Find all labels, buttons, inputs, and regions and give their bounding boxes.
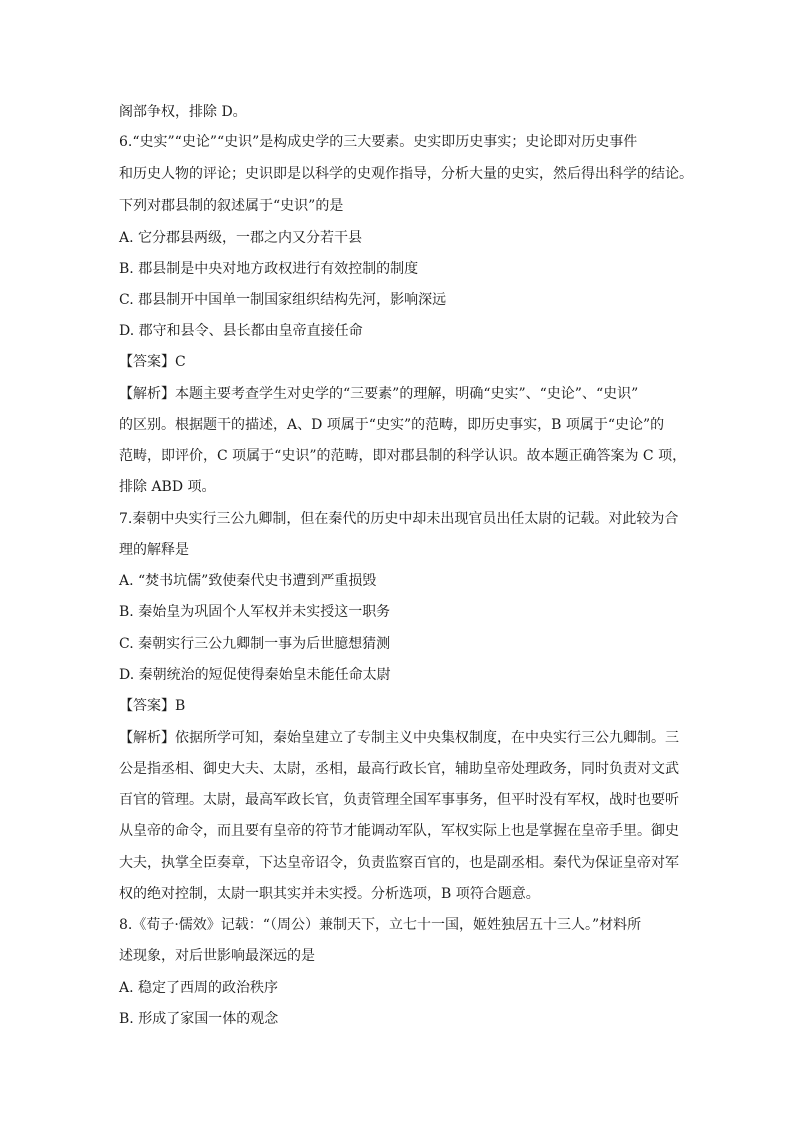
- question-8-stem-line-2: 述现象，对后世影响最深远的是: [119, 948, 315, 964]
- question-7-analysis-line-2: 公是指丞相、御史大夫、太尉，丞相，最高行政长官，辅助皇帝处理政务，同时负责对文武: [119, 761, 679, 777]
- question-6-stem-line-3: 下列对郡县制的叙述属于“史识”的是: [119, 198, 344, 214]
- question-7-option-b: B. 秦始皇为巩固个人军权并未实授这一职务: [119, 604, 391, 620]
- question-6-stem-line-1: 6.“史实”“史论”“史识”是构成史学的三大要素。史实即历史事实；史论即对历史事件: [119, 134, 638, 150]
- question-6-stem-line-2: 和历史人物的评论；史识即是以科学的史观作指导，分析大量的史实，然后得出科学的结论。: [119, 166, 693, 182]
- question-7-analysis-line-5: 大夫，执掌全臣奏章，下达皇帝诏令，负责监察百官的，也是副丞相。秦代为保证皇帝对军: [119, 855, 679, 871]
- question-7-option-c: C. 秦朝实行三公九卿制一事为后世臆想猜测: [119, 636, 391, 652]
- question-6-analysis-line-2: 的区别。根据题干的描述，A、D 项属于“史实”的范畴，即历史事实，B 项属于“史论”的: [119, 417, 665, 433]
- question-6-analysis-line-3: 范畴，即评价，C 项属于“史识”的范畴，即对郡县制的科学认识。故本题正确答案为 C 项，: [119, 448, 687, 464]
- question-6-option-b: B. 郡县制是中央对地方政权进行有效控制的制度: [119, 261, 419, 277]
- question-7-analysis-line-4: 从皇帝的命令，而且要有皇帝的符节才能调动军队，军权实际上也是掌握在皇帝手里。御史: [119, 823, 679, 839]
- question-8-option-b: B. 形成了家国一体的观念: [119, 1011, 279, 1027]
- question-6-option-a: A. 它分郡县两级，一郡之内又分若干县: [119, 230, 363, 246]
- question-8-option-a: A. 稳定了西周的政治秩序: [119, 980, 279, 996]
- question-6-analysis-line-1: 【解析】本题主要考查学生对史学的“三要素”的理解，明确“史实”、“史论”、“史识”: [119, 386, 639, 402]
- question-6-option-d: D. 郡守和县令、县长都由皇帝直接任命: [119, 323, 363, 339]
- text-line-continuation: 阁部争权，排除 D。: [119, 104, 247, 120]
- question-7-option-a: A. “焚书坑儒”致使秦代史书遭到严重损毁: [119, 573, 377, 589]
- question-7-stem-line-1: 7.秦朝中央实行三公九卿制，但在秦代的历史中却未出现官员出任太尉的记载。对此较为合: [119, 511, 679, 527]
- question-6-answer: 【答案】C: [119, 354, 186, 370]
- question-6-analysis-line-4: 排除 ABD 项。: [119, 479, 216, 495]
- question-7-stem-line-2: 理的解释是: [119, 542, 189, 558]
- question-7-option-d: D. 秦朝统治的短促使得秦始皇未能任命太尉: [119, 667, 391, 683]
- question-7-analysis-line-3: 百官的管理。太尉，最高军政长官，负责管理全国军事事务，但平时没有军权，战时也要听: [119, 792, 679, 808]
- question-7-answer: 【答案】B: [119, 698, 186, 714]
- question-8-stem-line-1: 8.《荀子·儒效》记载：“（周公）兼制天下，立七十一国，姬姓独居五十三人。”材料所: [119, 917, 642, 933]
- question-7-analysis-line-6: 权的绝对控制，太尉一职其实并未实授。分析选项，B 项符合题意。: [119, 886, 540, 902]
- question-7-analysis-line-1: 【解析】依据所学可知，秦始皇建立了专制主义中央集权制度，在中央实行三公九卿制。三: [119, 730, 679, 746]
- question-6-option-c: C. 郡县制开中国单一制国家组织结构先河，影响深远: [119, 292, 447, 308]
